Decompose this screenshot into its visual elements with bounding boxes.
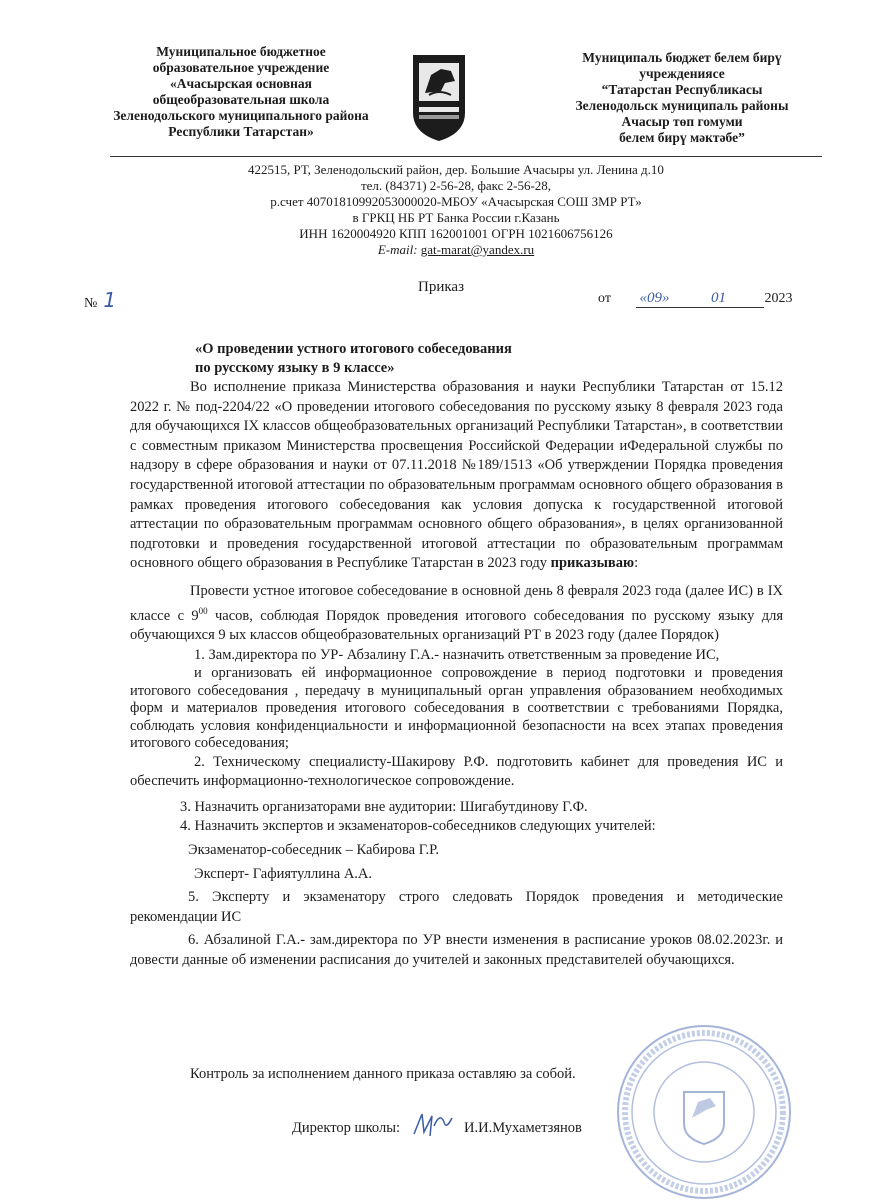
header-right-line: Зеленодольск муниципаль районы — [575, 98, 789, 113]
bank-line: в ГРКЦ НБ РТ Банка России г.Казань — [352, 210, 560, 225]
signer-label: Директор школы: — [292, 1120, 400, 1136]
email-row — [170, 242, 742, 258]
list-item-3: 3. Назначить организаторами вне аудитории: Шигабутдинову Г.Ф. — [180, 798, 588, 815]
header-right-line: белем бирү мәктәбе” — [619, 130, 745, 145]
intro-text: Во исполнение приказа Министерства образования и науки Республики Татарстан от 15.12 2022 г. № под-2204/22 «О проведении итогового собеседования по русскому языку 8 февраля 2023 года для обучающихся IX классов общеобразовательных организаций Республики Татарстан», в соответствии с совместным приказом Министерства просвещения Российской Федерации иФедеральной службы по надзору в сфере образования и науки от 07.11.2018 №189/1513 «Об утверждении Порядка проведения государственной итоговой аттестации по образовательным программам основного общего образования в рамках проведения итогового собеседования как условия допуска к государственной итоговой аттестации по образовательным программам основного общего образования», в целях организованной подготовки и проведения государственной итоговой аттестации по образовательным программам основного общего образования в Республике Татарстан в 2023 году — [130, 379, 783, 572]
intro-paragraph — [130, 378, 783, 574]
header-right-line: Ачасыр төп гомуми — [621, 114, 743, 129]
decree-text-a: Провести устное итоговое собеседование в основной день 8 февраля 2023 года (далее ИС) в IX классе с 9 — [130, 582, 783, 624]
phone-line: тел. (84371) 2-56-28, факс 2-56-28, — [360, 178, 552, 193]
list-item-4-examiner: Экзаменатор-собеседник – Кабирова Г.Р. — [188, 842, 439, 859]
header-left-line: образовательное учреждение — [152, 60, 330, 75]
list-item-2: 2. Техническому специалисту-Шакирову Р.Ф. подготовить кабинет для проведения ИС и обеспечить информационно-технологическое сопровождение. — [130, 753, 783, 790]
date-month-field — [672, 290, 764, 308]
date-quote-close: » — [661, 290, 670, 306]
header-divider — [110, 156, 822, 157]
coat-of-arms-icon — [411, 53, 467, 143]
date-day: 09 — [646, 290, 662, 306]
order-date — [598, 290, 792, 308]
email-label: E-mail: — [377, 242, 418, 257]
document-title: Приказ — [418, 279, 465, 295]
header-left-line: Муниципальное бюджетное — [156, 44, 326, 59]
time-superscript: 00 — [198, 605, 208, 616]
header-right-line: учреждениясе — [639, 66, 725, 81]
date-month: 01 — [710, 290, 726, 306]
date-year: 2023 — [764, 291, 793, 306]
list-item-4: 4. Назначить экспертов и экзаменаторов-собеседников следующих учителей: — [180, 818, 656, 835]
order-body — [130, 378, 783, 971]
header-right-line: “Татарстан Республикасы — [601, 82, 763, 97]
header-left-line: «Ачасырская основная — [170, 76, 312, 91]
school-name-russian — [110, 44, 372, 140]
control-statement: Контроль за исполнением данного приказа оставляю за собой. — [190, 1066, 576, 1082]
school-requisites — [170, 162, 742, 258]
header-right-line: Муниципаль бюджет белем бирү — [582, 50, 782, 65]
list-item-6: 6. Абзалиной Г.А.- зам.директора по УР внести изменения в расписание уроков 08.02.2023г. и довести данные об изменении расписания до учителей и законных представителей обучающихся. — [130, 932, 783, 968]
header-left-line: Республики Татарстан» — [168, 124, 314, 139]
official-seal-icon — [614, 1022, 794, 1202]
list-item-1-header: 1. Зам.директора по УР- Абзалину Г.А.- назначить ответственным за проведение ИС, — [194, 646, 720, 663]
list-item-4-expert: Эксперт- Гафиятуллина А.А. — [194, 865, 373, 882]
signer-name: И.И.Мухаметзянов — [464, 1120, 582, 1136]
header-left-line: общеобразовательная школа — [152, 92, 330, 107]
address-line: 422515, РТ, Зеленодольский район, дер. Большие Ачасыры ул. Ленина д.10 — [248, 162, 664, 177]
email-link[interactable]: gat-marat@yandex.ru — [420, 242, 535, 257]
main-decree-paragraph — [130, 582, 783, 646]
decree-text-b: часов, соблюдая Порядок проведения итогового собеседования по русскому языку для обучающихся 9 ых классов общеобразовательных организаций РТ в 2023 году (далее Порядок) — [130, 607, 784, 643]
list-item-5: 5. Эксперту и экзаменатору строго следовать Порядок проведения и методические рекомендации ИС — [130, 889, 783, 925]
decree-word: приказываю — [550, 555, 635, 572]
school-name-tatar — [548, 50, 816, 146]
order-number-value: 1 — [103, 288, 117, 312]
date-prefix: от — [598, 291, 611, 306]
subject-line: «О проведении устного итогового собеседования — [195, 341, 512, 357]
order-number-label: № — [84, 296, 98, 311]
inn-line: ИНН 1620004920 КПП 162001001 ОГРН 1021606756126 — [299, 226, 613, 241]
order-subject — [195, 340, 512, 378]
order-number — [84, 288, 116, 312]
intro-end: : — [634, 555, 639, 572]
date-day-field — [636, 290, 672, 308]
list-item-1-body: и организовать ей информационное сопровождение в период подготовки и проведения итогового собеседования , передачу в муниципальный орган управления образованием необходимых форм и материалов проведения итогового собеседования в соответствии с требованиями Порядка, соблюдать условия конфиденциальности и информационной безопасности на всех этапах проведения итогового собеседования; — [130, 665, 783, 752]
handwritten-signature-icon — [410, 1108, 456, 1140]
account-line: р.счет 40701810992053000020-МБОУ «Ачасырская СОШ ЗМР РТ» — [270, 194, 642, 209]
header-left-line: Зеленодольского муниципального района — [113, 108, 369, 123]
date-quote-open: « — [639, 290, 647, 306]
subject-line: по русскому языку в 9 классе» — [195, 360, 395, 376]
